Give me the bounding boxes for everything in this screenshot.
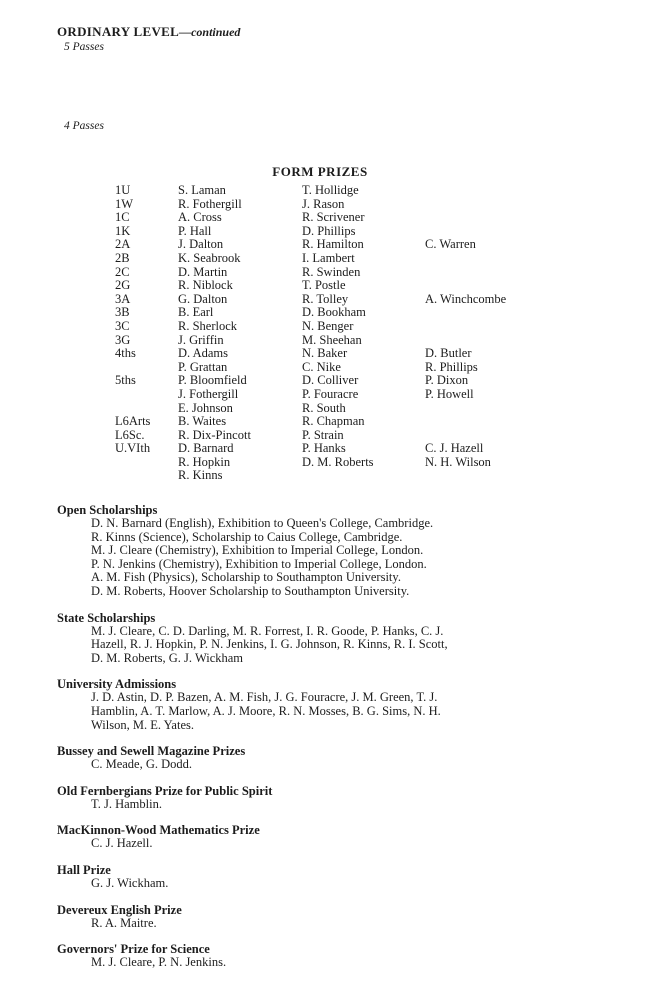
- award-section: [57, 903, 637, 931]
- form-label: L6Arts: [115, 414, 151, 429]
- prize-winner-2: T. Hollidge: [302, 183, 359, 197]
- section-line: Wilson, M. E. Yates.: [91, 717, 194, 732]
- awards-sections: [57, 503, 637, 982]
- form-label: 2C: [115, 264, 130, 279]
- award-section: [57, 823, 637, 851]
- prize-winner-2: R. Swinden: [302, 264, 361, 279]
- section-line: P. N. Jenkins (Chemistry), Exhibition to Imperial College, London.: [91, 556, 427, 571]
- passes-5-label: 5 Passes: [64, 41, 104, 53]
- prize-winner-1: R. Fothergill: [178, 196, 242, 211]
- prize-winner-2: T. Postle: [302, 278, 346, 293]
- prize-winner-2: D. Bookham: [302, 305, 366, 320]
- prize-winner-1: R. Hopkin: [178, 454, 231, 469]
- form-label: 2B: [115, 250, 130, 265]
- prize-winner-3: C. Warren: [425, 237, 476, 252]
- prize-winner-2: R. Chapman: [302, 414, 365, 429]
- prize-winner-2: N. Baker: [302, 346, 348, 361]
- page-header: [57, 24, 240, 40]
- section-body: [57, 877, 637, 891]
- passes-4-label: 4 Passes: [64, 120, 104, 132]
- award-section: [57, 611, 637, 666]
- section-line: M. J. Cleare (Chemistry), Exhibition to Imperial College, London.: [91, 543, 424, 558]
- section-line: D. N. Barnard (English), Exhibition to Queen's College, Cambridge.: [91, 516, 434, 530]
- prize-winner-2: R. Scrivener: [302, 210, 365, 225]
- prize-winner-1: D. Barnard: [178, 441, 234, 456]
- prize-winner-1: A. Cross: [178, 210, 222, 225]
- section-body: [57, 956, 637, 970]
- prize-winner-1: J. Dalton: [178, 237, 224, 252]
- prize-winner-1: P. Hall: [178, 223, 212, 238]
- form-label: 3G: [115, 332, 131, 347]
- prize-winner-1: K. Seabrook: [178, 250, 241, 265]
- section-title: Hall Prize: [57, 862, 111, 877]
- section-title: Devereux English Prize: [57, 902, 182, 917]
- form-label: 1K: [115, 223, 131, 238]
- form-label: 1C: [115, 210, 130, 225]
- prize-winner-1: R. Kinns: [178, 468, 223, 483]
- prize-winner-1: B. Waites: [178, 414, 227, 429]
- prize-winner-1: D. Adams: [178, 346, 228, 361]
- prize-winner-1: R. Niblock: [178, 278, 233, 293]
- award-section: [57, 784, 637, 812]
- section-title: Open Scholarships: [57, 503, 158, 517]
- form-label: L6Sc.: [115, 427, 145, 442]
- form-label: 1U: [115, 183, 131, 197]
- prize-winner-1: B. Earl: [178, 305, 214, 320]
- section-line: Hamblin, A. T. Marlow, A. J. Moore, R. N. Mosses, B. G. Sims, N. H.: [91, 703, 441, 718]
- prize-winner-2: R. Tolley: [302, 291, 349, 306]
- form-label: 2A: [115, 237, 131, 252]
- section-title: Bussey and Sewell Magazine Prizes: [57, 744, 246, 759]
- header-title-suffix: —continued: [179, 25, 241, 39]
- section-title: State Scholarships: [57, 610, 156, 625]
- section-body: [57, 917, 637, 931]
- prize-winner-2: P. Fouracre: [302, 386, 359, 401]
- section-title: Governors' Prize for Science: [57, 942, 210, 957]
- section-line: M. J. Cleare, P. N. Jenkins.: [91, 955, 227, 970]
- section-line: R. A. Maitre.: [91, 915, 157, 930]
- section-line: M. J. Cleare, C. D. Darling, M. R. Forrest, I. R. Goode, P. Hanks, C. J.: [91, 623, 444, 638]
- award-section: [57, 863, 637, 891]
- award-section: [57, 503, 637, 599]
- section-title: University Admissions: [57, 677, 177, 692]
- section-line: D. M. Roberts, Hoover Scholarship to Southampton University.: [91, 583, 410, 598]
- section-body: [57, 625, 637, 666]
- section-body: [57, 691, 637, 732]
- prize-winner-1: P. Grattan: [178, 359, 228, 374]
- section-line: Hazell, R. J. Hopkin, P. N. Jenkins, I. G. Johnson, R. Kinns, R. I. Scott,: [91, 637, 448, 652]
- prize-winner-2: R. South: [302, 400, 346, 415]
- award-section: [57, 677, 637, 732]
- prize-winner-1: E. Johnson: [178, 400, 233, 415]
- prize-winner-1: D. Martin: [178, 264, 228, 279]
- prize-winner-2: M. Sheehan: [302, 332, 362, 347]
- section-line: G. J. Wickham.: [91, 875, 169, 890]
- prize-winner-3: P. Howell: [425, 386, 474, 401]
- form-prizes-heading-text: FORM PRIZES: [272, 164, 368, 179]
- prize-winner-2: N. Benger: [302, 318, 354, 333]
- prize-winner-2: D. M. Roberts: [302, 454, 374, 469]
- form-label: 2G: [115, 278, 131, 293]
- prize-winner-1: G. Dalton: [178, 291, 228, 306]
- prize-winner-3: P. Dixon: [425, 373, 469, 388]
- prize-winner-1: R. Sherlock: [178, 318, 238, 333]
- prize-winner-1: S. Laman: [178, 183, 226, 197]
- prize-winner-2: C. Nike: [302, 359, 341, 374]
- form-label: 3B: [115, 305, 130, 320]
- section-line: R. Kinns (Science), Scholarship to Caius College, Cambridge.: [91, 529, 403, 544]
- form-label: 1W: [115, 196, 134, 211]
- prize-winner-2: P. Hanks: [302, 441, 346, 456]
- form-label: 3A: [115, 291, 131, 306]
- prize-winner-1: R. Dix-Pincott: [178, 427, 251, 442]
- prize-winner-3: A. Winchcombe: [425, 291, 507, 306]
- prize-winner-2: R. Hamilton: [302, 237, 364, 252]
- section-title: Old Fernbergians Prize for Public Spirit: [57, 783, 273, 798]
- header-title: ORDINARY LEVEL: [57, 24, 180, 39]
- prize-winner-2: J. Rason: [302, 196, 345, 211]
- prize-winner-2: D. Colliver: [302, 373, 359, 388]
- prize-winner-2: I. Lambert: [302, 250, 355, 265]
- award-section: [57, 942, 637, 970]
- section-line: J. D. Astin, D. P. Bazen, A. M. Fish, J. G. Fouracre, J. M. Green, T. J.: [91, 690, 438, 705]
- section-body: [57, 837, 637, 851]
- prize-winner-3: R. Phillips: [425, 359, 478, 374]
- form-label: 5ths: [115, 373, 136, 388]
- section-body: [57, 798, 637, 812]
- section-line: C. J. Hazell.: [91, 836, 153, 851]
- prize-winner-3: C. J. Hazell: [425, 441, 484, 456]
- form-label: 4ths: [115, 346, 136, 361]
- prize-winner-2: D. Phillips: [302, 223, 356, 238]
- section-body: [57, 517, 637, 599]
- section-line: D. M. Roberts, G. J. Wickham: [91, 650, 244, 665]
- prize-winner-1: P. Bloomfield: [178, 373, 247, 388]
- form-prizes-heading: [0, 164, 650, 180]
- form-label: 3C: [115, 318, 130, 333]
- section-line: C. Meade, G. Dodd.: [91, 757, 193, 772]
- prize-winner-1: J. Griffin: [178, 332, 224, 347]
- prize-winner-3: N. H. Wilson: [425, 454, 491, 469]
- section-body: [57, 758, 637, 772]
- award-section: [57, 744, 637, 772]
- section-title: MacKinnon-Wood Mathematics Prize: [57, 823, 260, 838]
- prize-winner-3: D. Butler: [425, 346, 472, 361]
- form-label: U.VIth: [115, 441, 151, 456]
- prize-winner-2: P. Strain: [302, 427, 344, 442]
- section-line: T. J. Hamblin.: [91, 796, 162, 811]
- prize-winner-1: J. Fothergill: [178, 386, 239, 401]
- section-line: A. M. Fish (Physics), Scholarship to Southampton University.: [91, 570, 401, 585]
